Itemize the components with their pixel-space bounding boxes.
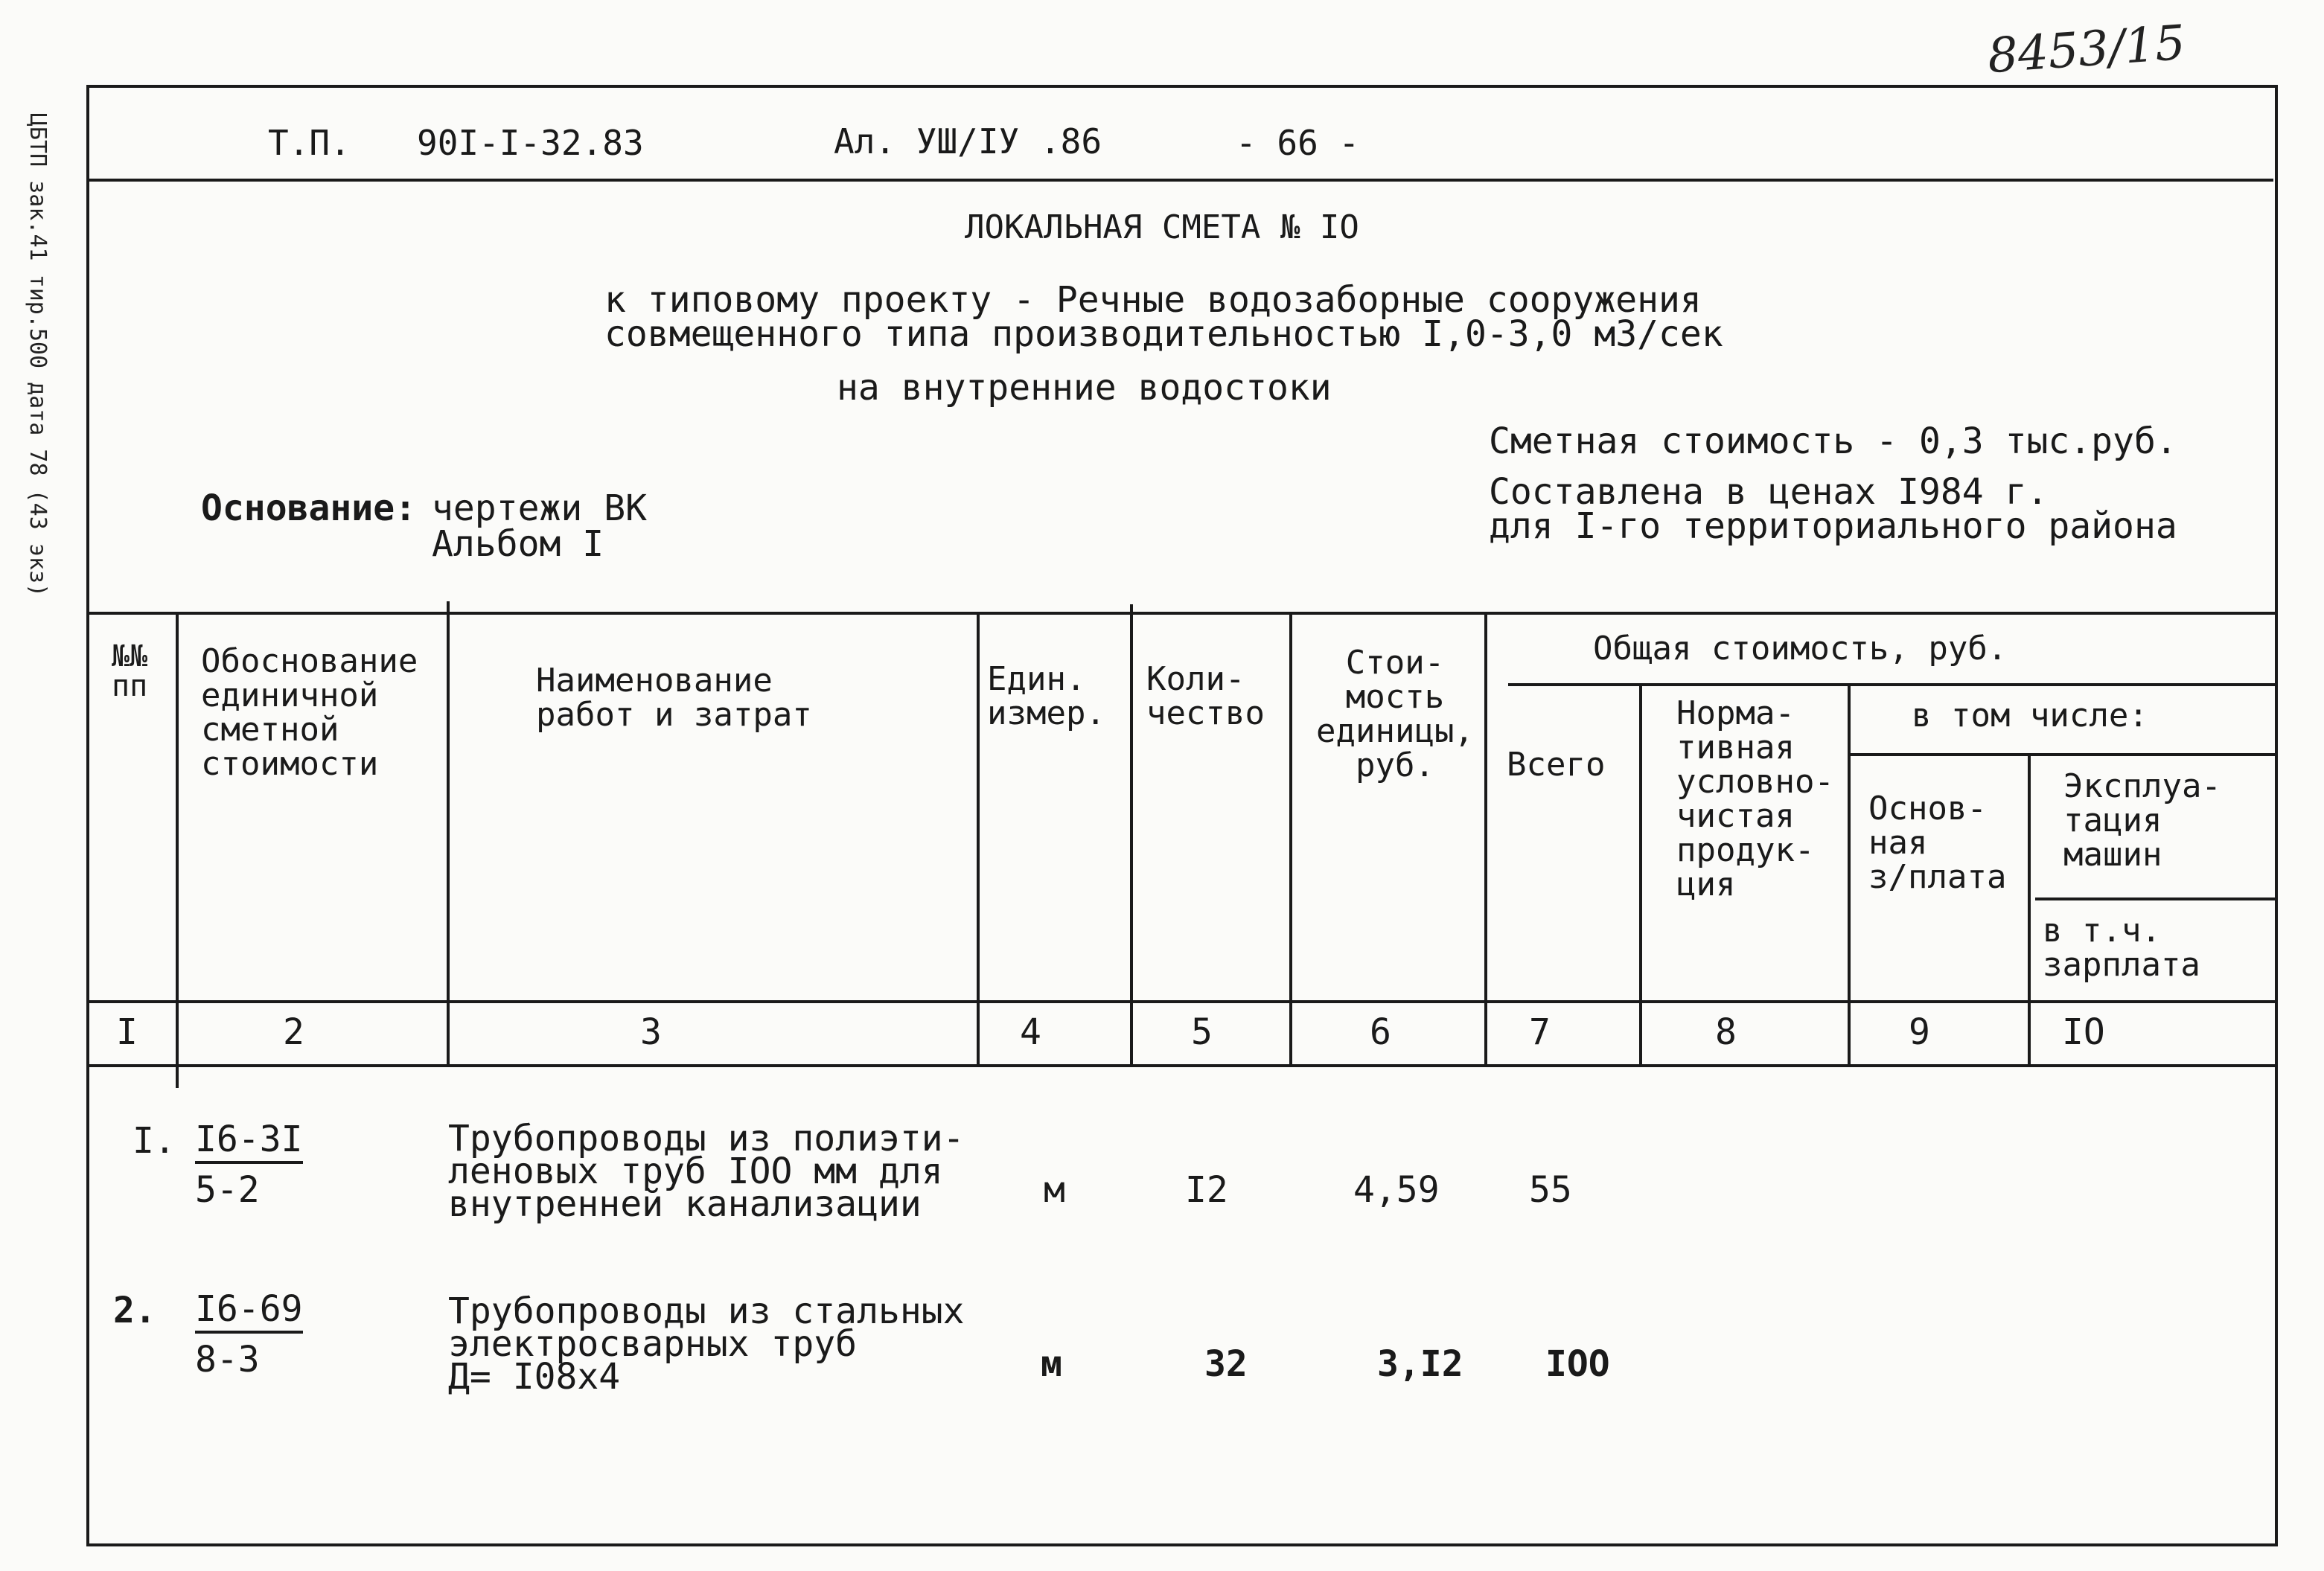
header-machine-salary: в т.ч. зарплата [2043,912,2200,984]
column-number-2: 2 [283,1011,304,1053]
col-line-5 [1289,612,1292,1067]
row-1-code-top: I6-3I [195,1119,303,1164]
col-line-7 [1639,683,1642,1067]
incl-group-line [1851,753,2275,756]
col-line-9 [2028,753,2031,1067]
row-2-code-bottom: 8-3 [195,1339,260,1380]
total-group-line [1508,683,2275,686]
header-including-group: в том числе: [1912,697,2148,735]
column-number-6: 6 [1370,1011,1391,1053]
col-line-6 [1484,612,1487,1067]
column-number-5: 5 [1191,1011,1213,1053]
column-number-3: 3 [640,1011,662,1053]
col-line-3 [977,612,980,1067]
price-base: Составлена в ценах I984 г. [1489,471,2049,513]
header-unit-price: Стои- мость единицы, руб. [1316,644,1474,784]
row-2-quantity: 32 [1204,1343,1248,1385]
column-number-1: I [116,1011,138,1053]
row-2-code-top: I6-69 [195,1289,303,1334]
numbers-bottom-line [86,1064,2275,1067]
header-unit-cost-basis: Обоснование единичной сметной стоимости [201,642,418,783]
row-1-number: I. [133,1120,176,1162]
tp-label: Т.П. [268,123,351,163]
page-number: - 66 - [1236,123,1360,163]
header-total: Всего [1507,746,1606,784]
title-line-3: на внутренние водостоки [837,367,1332,409]
row-2-work-name: Трубопроводы из стальных электросварных труб Д= I08х4 [448,1290,965,1398]
row-2-unit: м [1041,1343,1062,1385]
col-line-4 [1130,604,1133,1067]
col-line-1 [176,612,179,1088]
row-1-quantity: I2 [1185,1169,1228,1211]
album-code: Ал. УШ/IУ .86 [834,121,1102,161]
title-line-2: совмещенного типа производительностью I,0-3,0 м3/сек [604,313,1723,355]
column-number-10: IO [2062,1011,2105,1053]
table-top-line [86,612,2275,615]
header-work-name: Наименование работ и затрат [536,662,812,734]
row-1-total: 55 [1529,1169,1572,1211]
row-2-number: 2. [113,1290,156,1331]
title-line-1: к типовому проекту - Речные водозаборные сооружения [604,279,1702,321]
row-1-code-bottom: 5-2 [195,1169,260,1211]
header-unit: Един. измер. [987,660,1105,732]
basis-drawings: чертежи ВК [432,487,647,529]
row-1-work-name: Трубопроводы из полиэти- леновых труб IOO мм для внутренней канализации [448,1118,965,1225]
header-bottom-line [86,1000,2275,1003]
basis-album: Альбом I [432,523,604,565]
side-stamp: ЦБТП зак.41 тир.500 дата 78 (43 экз) [25,112,51,598]
basis-label: Основание: [201,487,416,529]
header-quantity: Коли- чество [1146,660,1265,732]
column-number-8: 8 [1715,1011,1737,1053]
estimated-cost: Сметная стоимость - 0,3 тыс.руб. [1489,420,2177,462]
row-2-unit-price: 3,I2 [1377,1343,1463,1385]
header-machine-operation: Эксплуа- тация машин [2063,767,2221,874]
row-1-unit-price: 4,59 [1353,1169,1440,1211]
row-2-total: IOO [1545,1343,1610,1385]
header-base-salary: Основ- ная з/плата [1868,790,2007,896]
header-row-number: №№ пп [112,639,148,703]
row-1-unit: м [1044,1169,1065,1211]
column-number-7: 7 [1529,1011,1551,1053]
document-heading: ЛОКАЛЬНАЯ СМЕТА № IO [965,208,1359,246]
archive-number: 8453/15 [1985,15,2188,85]
column-number-9: 9 [1909,1011,1930,1053]
col-line-8 [1848,683,1851,1067]
col-line-2 [447,601,450,1067]
column-number-4: 4 [1020,1011,1041,1053]
header-net-output: Норма- тивная условно- чистая продук- ция [1676,694,1834,903]
project-code: 90I-I-32.83 [417,123,644,163]
header-divider [89,179,2273,182]
territorial-region: для I-го территориального района [1489,505,2177,547]
header-total-group: Общая стоимость, руб. [1593,630,2008,668]
c10-sub-line [2035,898,2275,900]
